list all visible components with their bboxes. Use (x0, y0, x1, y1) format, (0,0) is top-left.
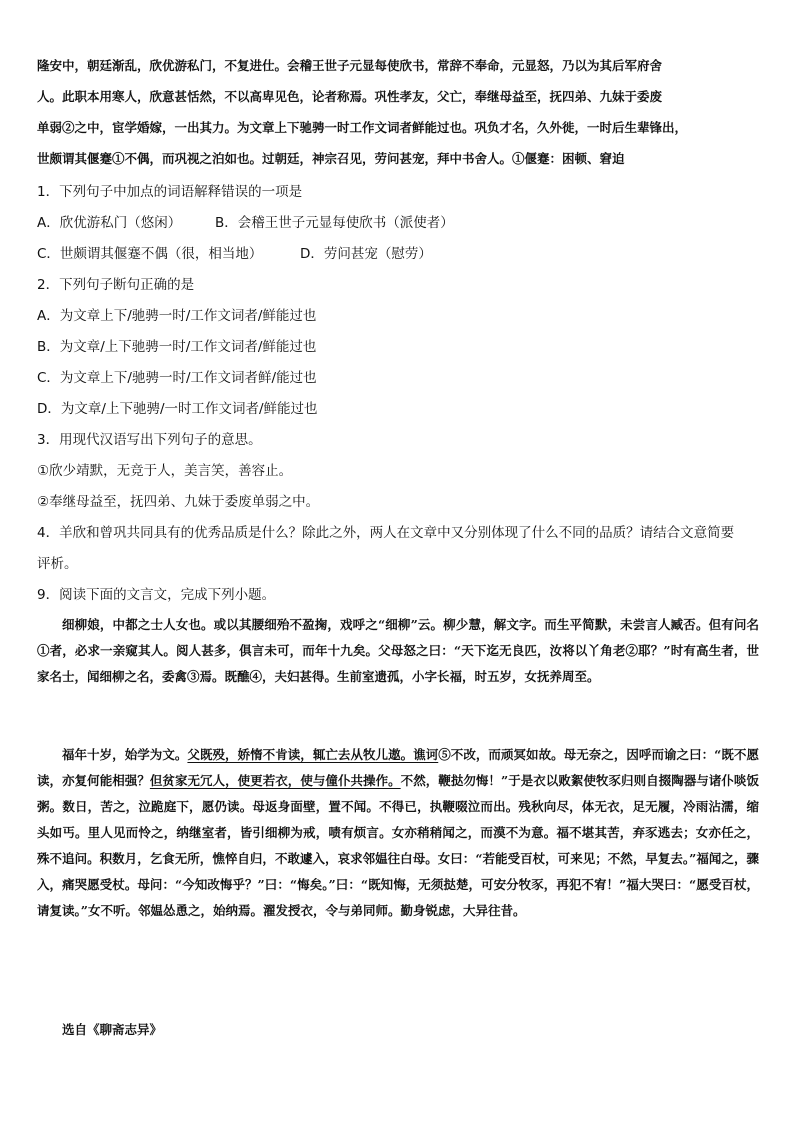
question-2-stem: 2．下列句子断句正确的是 (37, 277, 195, 293)
question-2-option-b: B．为文章/上下驰骋一时/工作文词者/鲜能过也 (37, 339, 317, 355)
question-1-option-b: B．会稽王世子元显每使欣书（派使者） (215, 215, 454, 231)
passage2-paragraph-1: 细柳娘，中都之士人女也。或以其腰细殆不盈掬，戏呼之“细柳”云。柳少慧，解文字。而生平简默，未尝言人臧否。但有问名①者，必求一亲窥其人。阅人甚多，俱言未可，而年十九矣。父母怒之曰：“天下迄无良匹，汝将以丫角老②耶？”时有高生者，世家名士，闻细柳之名，委禽③焉。既醮④，夫妇甚得。生前室遗孤，小字长福，时五岁，女抚养周至。 (37, 617, 759, 684)
passage1-line-2: 人。此职本用寒人，欣意甚恬然，不以高卑见色，论者称焉。巩性孝友，父亡，奉继母益至，抚四弟、九妹于委废 (37, 89, 663, 104)
question-1-option-d: D．劳问甚宠（慰劳） (300, 246, 432, 262)
paragraph-2-text-c: 不然，鞭挞勿悔！”于是衣以败絮使牧豕归则自掇陶器与诸仆啖饭粥。数日，苦之，泣跪庭下，愿仍读。母返身面壁，置不闻。不得已，执鞭啜泣而出。残秋向尽，体无衣，足无履，冷雨沾濡，缩头如丐。里人见而怜之，纳继室者，皆引细柳为戒，啧有烦言。女亦稍稍闻之，而漠不为意。福不堪其苦，弃豕逃去；女亦任之，殊不追问。积数月，乞食无所，憔悴自归，不敢遽入，哀求邻媪往白母。女曰：“若能受百杖，可来见；不然，早复去。”福闻之，骤入，痛哭愿受杖。母问：“今知改悔乎？”曰：“悔矣。”曰：“既知悔，无须挞楚，可安分牧豕，再犯不宥！”福大哭曰：“愿受百杖，请复读。”女不听。邻媪怂恿之，始纳焉。濯发授衣，令与弟同师。勤身锐虑，大异往昔。 (37, 773, 759, 918)
question-4-line-2: 评析。 (37, 556, 78, 572)
question-9-stem: 9．阅读下面的文言文，完成下列小题。 (37, 587, 276, 603)
underlined-sentence-2: 但贫家无冗人，使更若衣，使与僮仆共操作。 (149, 773, 401, 788)
passage1-line-3: 单弱②之中，宦学婚嫁，一出其力。为文章上下驰骋一时工作文词者鲜能过也。巩负才名，久外徙，一时后生辈锋出， (37, 120, 688, 135)
question-2-option-a: A．为文章上下/驰骋一时/工作文词者/鲜能过也 (37, 308, 317, 324)
question-4-line-1: 4．羊欣和曾巩共同具有的优秀品质是什么？除此之外，两人在文章中又分别体现了什么不同的品质？请结合文意简要 (37, 525, 735, 541)
passage1-line-1: 隆安中，朝廷渐乱，欣优游私门，不复进仕。会稽王世子元显每使欣书，常辞不奉命，元显怒，乃以为其后军府舍 (37, 58, 663, 73)
question-2-option-c: C．为文章上下/驰骋一时/工作文词者鲜/能过也 (37, 370, 317, 386)
passage2-paragraph-2 (37, 742, 759, 924)
question-2-option-d: D．为文章/上下驰骋/一时工作文词者/鲜能过也 (37, 401, 318, 417)
question-3-sentence-1: ①欣少靖默，无竞于人，美言笑，善容止。 (37, 463, 293, 479)
question-3-stem: 3．用现代汉语写出下列句子的意思。 (37, 432, 262, 448)
paragraph-2-text-b: ⑤不改，而顽冥如故。母无奈之，因呼而谕之曰：“既不愿读，亦复何能相强？ (37, 747, 759, 788)
question-1-stem: 1．下列句子中加点的词语解释错误的一项是 (37, 184, 303, 200)
passage1-line-4: 世颇谓其偃蹇①不偶，而巩视之泊如也。过朝廷，神宗召见，劳问甚宠，拜中书舍人。①偃蹇：困顿、窘迫 (37, 151, 625, 166)
underlined-sentence-1: 父既殁，娇惰不肯读，辄亡去从牧儿遨。谯诃 (187, 747, 439, 762)
question-1-option-c: C．世颇谓其偃蹇不偶（很，相当地） (37, 246, 263, 262)
passage2-source: 选自《聊斋志异》 (62, 1022, 163, 1037)
paragraph-2-text-a: 福年十岁，始学为文。 (62, 747, 188, 762)
question-1-option-a: A．欣优游私门（悠闲） (37, 215, 182, 231)
question-3-sentence-2: ②奉继母益至，抚四弟、九妹于委废单弱之中。 (37, 494, 320, 510)
